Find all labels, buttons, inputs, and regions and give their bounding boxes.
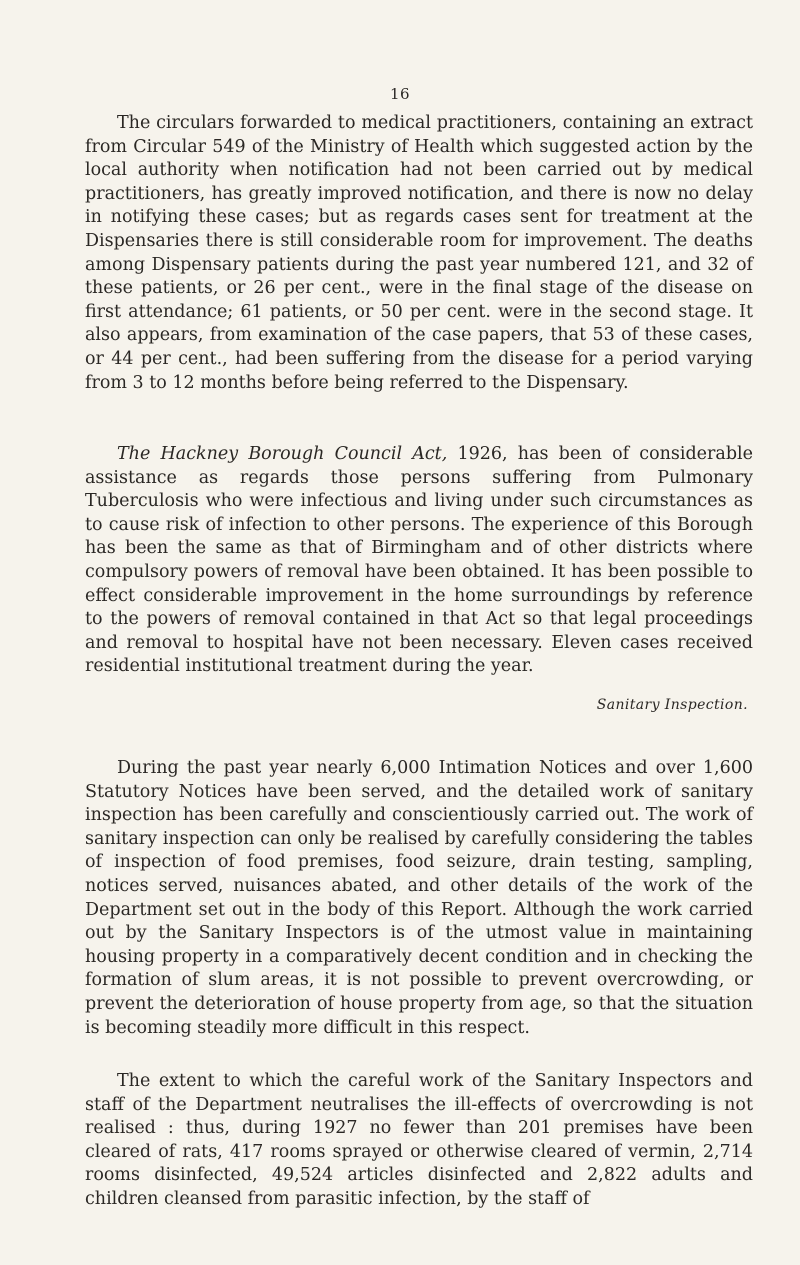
paragraph-notification: The circulars forwarded to medical practitioners, containing an extract from Circular 549 of the Ministry of Health which suggested action by the local authority when notification had not been carried out by medical practitioners, has greatly improved notification, and there is now no delay in notifying these cases; but as regards cases sent for treatment at the Dispensaries there is still considerable room for improvement. The deaths among Dispensary patients during the past year numbered 121, and 32 of these patients, or 26 per cent., were in the final stage of the disease on first attendance; 61 patients, or 50 per cent. were in the second stage. It also appears, from examination of the case papers, that 53 of these cases, or 44 per cent., had been suffering from the disease for a period varying from 3 to 12 months before being referred to the Dispensary. xyxy=(85,113,753,393)
section-heading-sanitary-inspection: Sanitary Inspection. xyxy=(596,697,748,713)
act-title: The Hackney Borough Council Act, xyxy=(117,444,448,464)
paragraph-overcrowding: The extent to which the careful work of the Sanitary Inspectors and staff of the Department neutralises the ill-effects of overcrowding is not realised : thus, during 1927 no fewer than 201 premises have been cleared of rats, 417 rooms sprayed or otherwise cleared of vermin, 2,714 rooms disinfected, 49,524 articles disinfected and 2,822 adults and children cleansed from parasitic infection, by the staff of xyxy=(85,1071,753,1209)
paragraph-hackney-act-body: 1926, has been of considerable assistance as regards those persons suffering from Pulmonary Tuberculosis who were infectious and living under such circumstances as to cause risk of infection to other persons. The experience of this Borough has been the same as that of Birmingham and of other districts where compulsory powers of removal have been obtained. It has been possible to effect considerable improvement in the home surroundings by reference to the powers of removal contained in that Act so that legal proceedings and removal to hospital have not been necessary. Eleven cases received residential institutional treatment during the year. xyxy=(85,444,753,677)
paragraph-hackney-act xyxy=(85,443,753,679)
paragraph-sanitary-notices: During the past year nearly 6,000 Intimation Notices and over 1,600 Statutory Notices have been served, and the detailed work of sanitary inspection has been carefully and conscientiously carried out. The work of sanitary inspection can only be realised by carefully considering the tables of inspection of food premises, food seizure, drain testing, sampling, notices served, nuisances abated, and other details of the work of the Department set out in the body of this Report. Although the work carried out by the Sanitary Inspectors is of the utmost value in maintaining housing property in a comparatively decent condition and in checking the formation of slum areas, it is not possible to prevent overcrowding, or prevent the deterioration of house property from age, so that the situation is becoming steadily more difficult in this respect. xyxy=(85,758,753,1038)
page-number: 16 xyxy=(389,85,411,103)
